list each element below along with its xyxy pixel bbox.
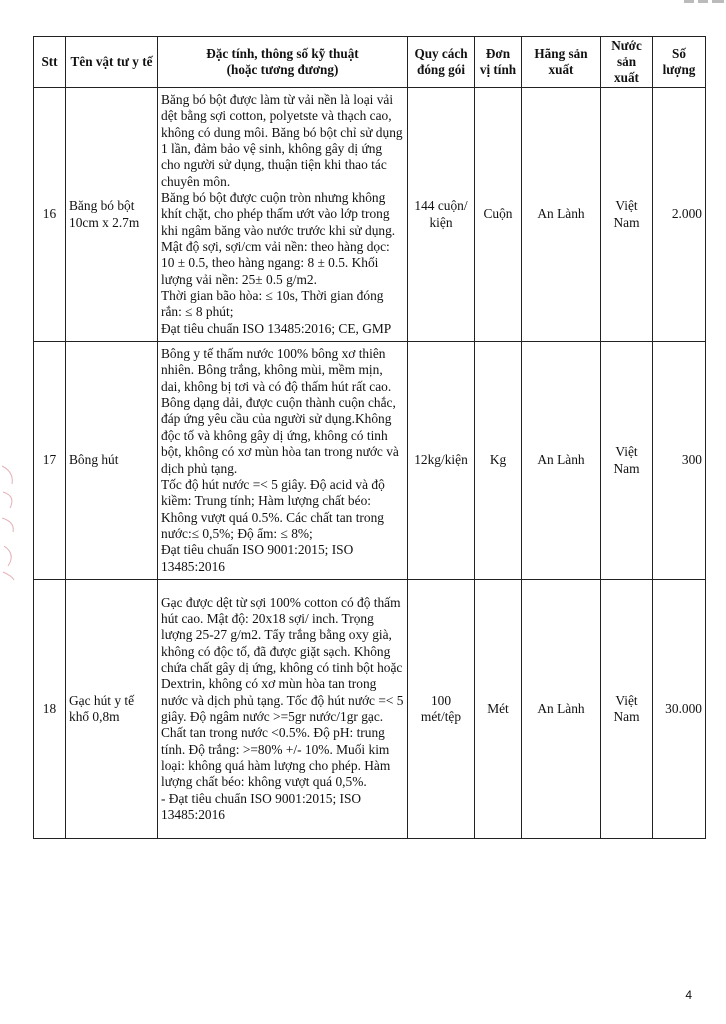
cell-name: Gạc hút y tế khổ 0,8m — [66, 580, 158, 839]
spec-paragraph: Thời gian bão hòa: ≤ 10s, Thời gian đóng rắn: ≤ 8 phút; — [161, 288, 384, 320]
cell-qty: 300 — [653, 342, 706, 580]
table-row — [34, 580, 706, 839]
table-row — [34, 342, 706, 580]
cell-packing: 100 mét/tệp — [408, 580, 475, 839]
stamp-fragment — [0, 462, 22, 582]
cell-origin: Việt Nam — [601, 580, 653, 839]
header-spec: Đặc tính, thông số kỹ thuật (hoặc tương đương) — [158, 37, 408, 88]
product-spec-table — [33, 36, 706, 839]
spec-paragraph: Đạt tiêu chuẩn ISO 9001:2015; ISO 13485:2016 — [161, 542, 354, 574]
cell-stt: 16 — [34, 88, 66, 342]
spec-paragraph: Mật độ sợi, sợi/cm vải nền: theo hàng dọc: 10 ± 0.5, theo hàng ngang: 8 ± 0.5. Khối lượng vải nền: 25± 0.5 g/m2. — [161, 239, 390, 287]
cell-packing: 144 cuộn/ kiện — [408, 88, 475, 342]
header-unit: Đơn vị tính — [475, 37, 522, 88]
cell-maker: An Lành — [522, 580, 601, 839]
spec-paragraph: Băng bó bột được cuộn tròn nhưng không khít chặt, cho phép thấm ướt vào lớp trong khi ngâm băng vào nước trước khi sử dụng. — [161, 189, 396, 238]
cell-maker: An Lành — [522, 88, 601, 342]
table-header-row — [34, 37, 706, 88]
cell-spec — [158, 88, 408, 342]
cell-qty: 2.000 — [653, 88, 706, 342]
header-maker: Hãng sản xuất — [522, 37, 601, 88]
cell-origin: Việt Nam — [601, 88, 653, 342]
cell-origin: Việt Nam — [601, 342, 653, 580]
page-number: 4 — [685, 988, 692, 1002]
header-packing: Quy cách đóng gói — [408, 37, 475, 88]
cell-name: Bông hút — [66, 342, 158, 580]
table-row — [34, 88, 706, 342]
spec-paragraph: Bông y tế thấm nước 100% bông xơ thiên nhiên. Bông trắng, không mùi, mềm mịn, dai, không bị tơi và có độ thấm hút rất cao. Bông dạng dải, được cuộn thành cuộn chắc, đáp ứng yêu cầu của người sử dụng.Không độc tố và không gây dị ứng, không có tinh bột, không có xơ mùn hòa tan trong nước và dịch phủ tạng. — [161, 346, 399, 476]
edge-mark — [666, 0, 726, 8]
spec-paragraph: Tốc độ hút nước =< 5 giây. Độ acid và độ kiềm: Trung tính; Hàm lượng chất béo: Không vượt quá 0.5%. Các chất tan trong nước:≤ 0,5%; Độ ẩm: ≤ 8%; — [161, 476, 385, 541]
spec-paragraph: - Đạt tiêu chuẩn ISO 9001:2015; ISO 13485:2016 — [161, 790, 362, 823]
cell-unit: Kg — [475, 342, 522, 580]
cell-spec — [158, 342, 408, 580]
header-qty: Số lượng — [653, 37, 706, 88]
cell-packing: 12kg/kiện — [408, 342, 475, 580]
spec-paragraph: Đạt tiêu chuẩn ISO 13485:2016; CE, GMP — [161, 320, 392, 336]
spec-paragraph: Băng bó bột được làm từ vải nền là loại vải dệt bằng sợi cotton, polyetste và thạch cao, không có dung môi. Băng bó bột chỉ sử dụng 1 lần, đảm bảo vệ sinh, không gây dị ứng cho người sử dụng, thuận tiện khi thao tác chuyên môn. — [161, 91, 403, 189]
cell-stt: 18 — [34, 580, 66, 839]
cell-unit: Cuộn — [475, 88, 522, 342]
header-name: Tên vật tư y tế — [66, 37, 158, 88]
cell-spec — [158, 580, 408, 839]
cell-maker: An Lành — [522, 342, 601, 580]
header-stt: Stt — [34, 37, 66, 88]
spec-paragraph: Gạc được dệt từ sợi 100% cotton có độ thấm hút cao. Mật độ: 20x18 sợi/ inch. Trọng lượng 25-27 g/m2. Tẩy trắng bằng oxy già, không có độc tố, đã được giặt sạch. Không chứa chất gây dị ứng, không có tinh bột hoặc Dextrin, không có xơ mùn hòa tan trong nước và dịch phủ tạng. Tốc độ hút nước =< 5 giây. Độ ngâm nước >=5gr nước/1gr gạc. Chất tan trong nước <0.5%. Độ pH: trung tính. Độ trắng: >=80% +/- 10%. Muối kim loại: không quá hàm lượng cho phép. Hàm lượng chất béo: không vượt quá 0,5%. — [161, 594, 404, 790]
cell-qty: 30.000 — [653, 580, 706, 839]
cell-unit: Mét — [475, 580, 522, 839]
cell-name: Băng bó bột 10cm x 2.7m — [66, 88, 158, 342]
cell-stt: 17 — [34, 342, 66, 580]
header-origin: Nước sản xuất — [601, 37, 653, 88]
